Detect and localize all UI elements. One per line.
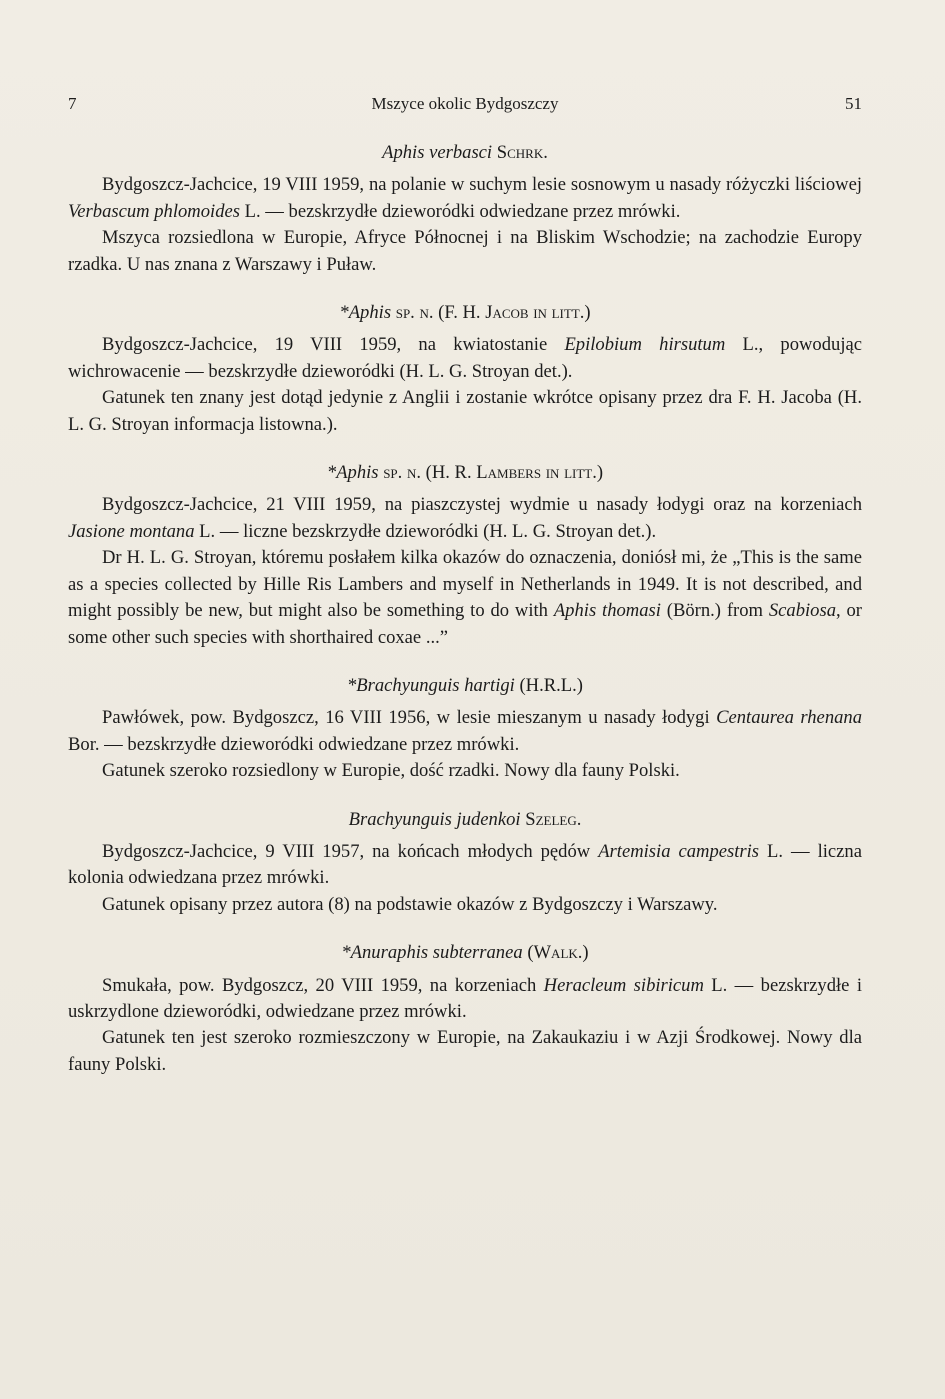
taxon-name: Centaurea rhenana [716, 707, 863, 729]
species-heading [68, 673, 862, 699]
note-paragraph: Gatunek szeroko rozsiedlony w Europie, dość rzadki. Nowy dla fauny Polski. [102, 760, 680, 782]
species-name: Brachyunguis judenkoi [348, 808, 521, 830]
taxon-name: Epilobium hirsutum [564, 334, 726, 356]
species-name: *Aphis [339, 302, 392, 324]
species-author: Schrk. [496, 142, 548, 163]
record-paragraph: Smukała, pow. Bydgoszcz, 20 VIII 1959, na korzeniach Heracleum sibiricum L. — bezskrzydłe i uskrzydlone dzieworódki, odwiedzane przez mrówki. [68, 974, 862, 1022]
note-paragraph: Gatunek ten znany jest dotąd jedynie z Anglii i zostanie wkrótce opisany przez dra F. H. Jacoba (H. L. G. Stroyan informacja listowna.). [68, 387, 862, 435]
taxon-name: Verbascum phlomoides [68, 200, 240, 222]
record-paragraph: Bydgoszcz-Jachcice, 19 VIII 1959, na kwiatostanie Epilobium hirsutum L., powodując wichrowacenie — bezskrzydłe dzieworódki (H. L. G. Stroyan det.). [68, 334, 862, 382]
species-name: *Brachyunguis hartigi [346, 674, 515, 696]
species-author: sp. n. (F. H. Jacob in litt.) [395, 302, 591, 324]
taxon-name: Heracleum sibiricum [543, 974, 704, 996]
species-name: *Anuraphis subterranea [341, 942, 523, 964]
record-paragraph: Bydgoszcz-Jachcice, 21 VIII 1959, na piaszczystej wydmie u nasady łodygi oraz na korzeniach Jasione montana L. — liczne bezskrzydłe dzieworódki (H. L. G. Stroyan det.). [68, 494, 862, 542]
species-heading [68, 300, 862, 326]
running-header [68, 94, 862, 122]
taxon-name: Aphis thomasi [553, 600, 661, 622]
species-heading [68, 807, 862, 833]
page-section-number: 7 [68, 94, 77, 113]
species-author: (Walk.) [527, 942, 589, 964]
species-name: Aphis verbasci [382, 142, 493, 163]
taxon-name: Jasione montana [68, 520, 195, 542]
article-body [68, 140, 862, 1078]
running-title: Mszyce okolic Bydgoszczy [371, 94, 559, 113]
species-heading [68, 940, 862, 966]
species-name: *Aphis [326, 462, 379, 484]
taxon-name: Artemisia campestris [598, 840, 760, 862]
taxon-name: Scabiosa [768, 600, 836, 622]
note-paragraph: Mszyca rozsiedlona w Europie, Afryce Północnej i na Bliskim Wschodzie; na zachodzie Europy rzadka. U nas znana z Warszawy i Puław. [68, 227, 862, 275]
species-author: sp. n. (H. R. Lambers in litt.) [383, 462, 604, 484]
note-paragraph: Gatunek opisany przez autora (8) na podstawie okazów z Bydgoszczy i Warszawy. [102, 893, 718, 915]
note-paragraph: Gatunek ten jest szeroko rozmieszczony w Europie, na Zakaukaziu i w Azji Środkowej. Nowy dla fauny Polski. [68, 1027, 862, 1075]
record-paragraph: Pawłówek, pow. Bydgoszcz, 16 VIII 1956, w lesie mieszanym u nasady łodygi Centaurea rhenana Bor. — bezskrzydłe dzieworódki odwiedzane przez mrówki. [68, 707, 863, 755]
species-heading [68, 460, 862, 486]
species-heading [68, 140, 862, 166]
species-author: Szeleg. [525, 808, 582, 830]
species-author: (H.R.L.) [519, 674, 584, 696]
record-paragraph: Bydgoszcz-Jachcice, 19 VIII 1959, na polanie w suchym lesie sosnowym u nasady różyczki liściowej Verbascum phlomoides L. — bezskrzydłe dzieworódki odwiedzane przez mrówki. [68, 174, 862, 222]
page-number: 51 [845, 94, 862, 113]
record-paragraph: Bydgoszcz-Jachcice, 9 VIII 1957, na końcach młodych pędów Artemisia campestris L. — liczna kolonia odwiedzana przez mrówki. [68, 840, 862, 889]
note-paragraph: Dr H. L. G. Stroyan, któremu posłałem kilka okazów do oznaczenia, doniósł mi, że „This is the same as a species collected by Hille Ris Lambers and myself in Netherlands in 1949. It is not described, and might possibly be new, but might also be something to do with Aphis thomasi (Börn.) from Scabiosa, or some other such species with shorthaired coxae ...” [68, 547, 862, 648]
